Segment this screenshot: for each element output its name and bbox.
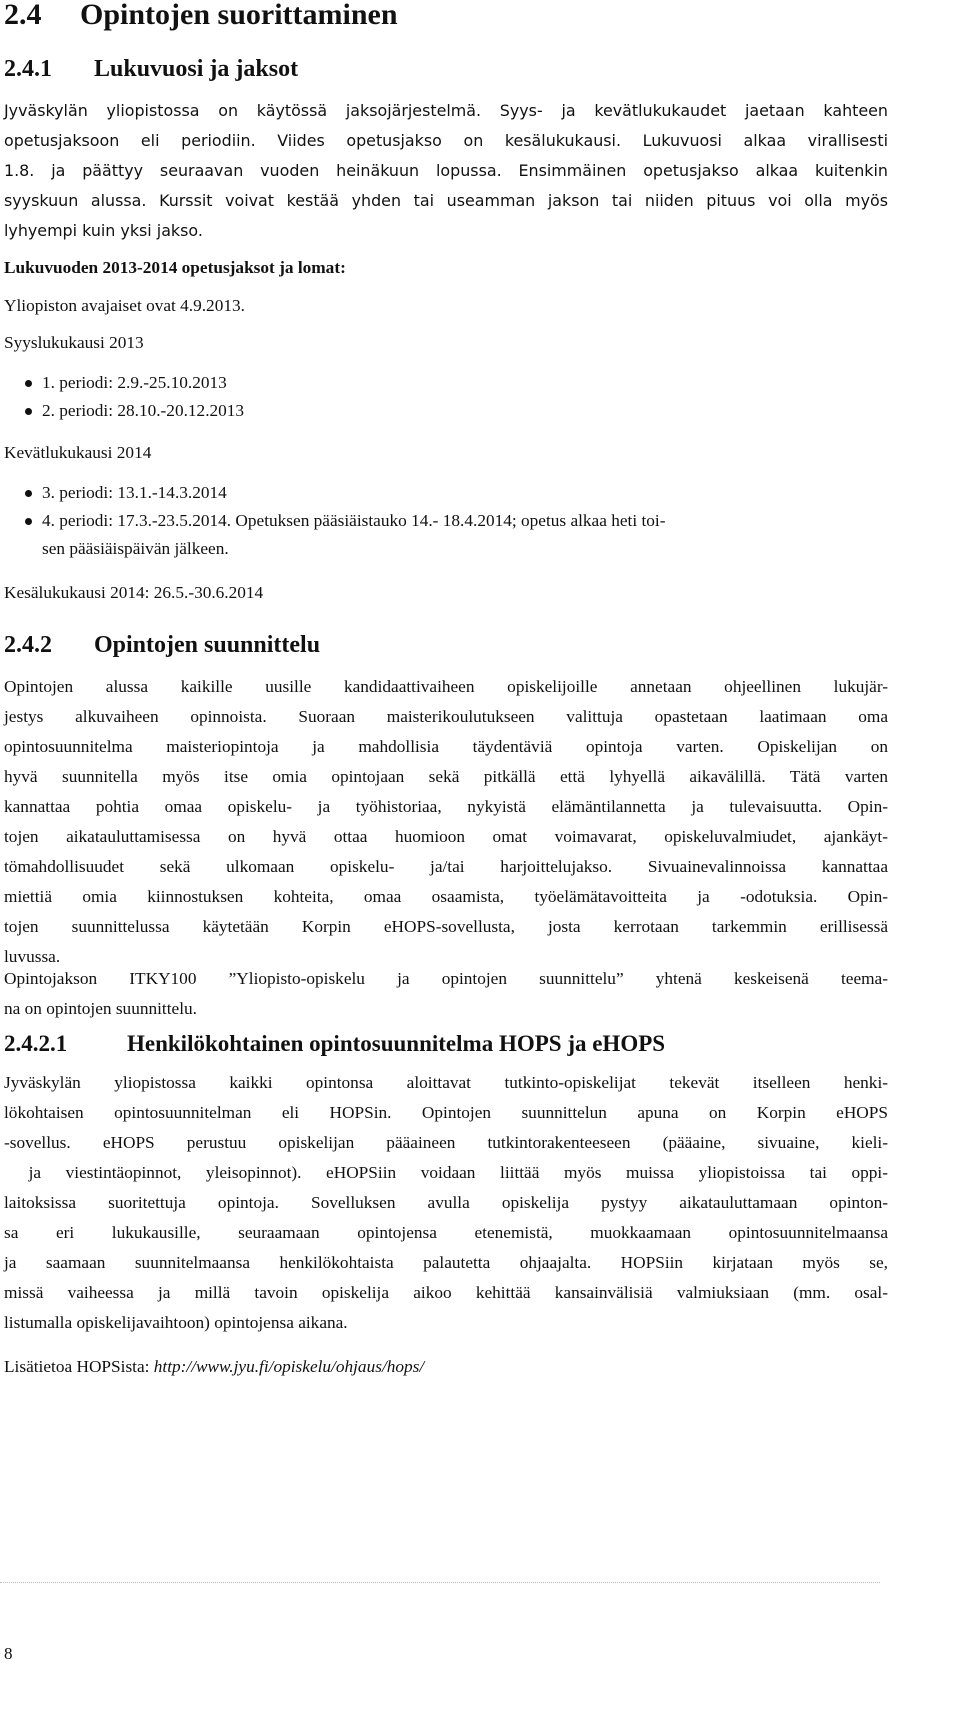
paragraph-line: Opintojen alussa kaikille uusille kandidaattivaiheen opiskelijoille annetaan ohjeellinen lukujär- xyxy=(4,677,888,696)
list-item-continuation: sen pääsiäispäivän jälkeen. xyxy=(42,539,229,558)
paragraph-line: -sovellus. eHOPS perustuu opiskelijan pääaineen tutkintorakenteeseen (pääaine, sivuaine, kieli- xyxy=(4,1133,888,1152)
spring-period-list xyxy=(4,479,888,563)
hops-paragraph xyxy=(4,1068,888,1338)
subsection-heading-lukuvuosi xyxy=(4,56,298,82)
more-info-label: Lisätietoa HOPSista: xyxy=(4,1357,154,1376)
schedule-heading: Lukuvuoden 2013-2014 opetusjaksot ja lomat: xyxy=(4,258,346,277)
paragraph-line: missä vaiheessa ja millä tavoin opiskelija aikoo kehittää kansainvälisiä valmiuksiaan (mm. osal- xyxy=(4,1283,888,1302)
paragraph-line: tojen suunnittelussa käytetään Korpin eHOPS-sovellusta, josta kerrotaan tarkemmin erillisessä xyxy=(4,917,888,936)
subsubsection-heading-hops xyxy=(4,1031,665,1057)
paragraph-line: laitoksissa suoritettuja opintoja. Sovelluksen avulla opiskelija pystyy aikatauluttamaan opinton- xyxy=(4,1193,888,1212)
paragraph-line: sa eri lukukausille, seuraamaan opintojensa etenemistä, muokkaamaan opintosuunnitelmaansa xyxy=(4,1223,888,1242)
paragraph-line: Jyväskylän yliopistossa kaikki opintonsa aloittavat tutkinto-opiskelijat tekevät itselleen henki- xyxy=(4,1073,888,1092)
subsection-number: 2.4.1 xyxy=(4,56,52,82)
subsection-heading-suunnittelu xyxy=(4,632,320,658)
spring-semester-label: Kevätlukukausi 2014 xyxy=(4,443,152,462)
list-item: 4. periodi: 17.3.-23.5.2014. Opetuksen pääsiäistauko 14.- 18.4.2014; opetus alkaa heti toi- xyxy=(4,507,888,535)
list-item: 2. periodi: 28.10.-20.12.2013 xyxy=(4,397,888,425)
paragraph-line: lyhyempi kuin yksi jakso. xyxy=(4,221,203,240)
paragraph-line: syyskuun alussa. Kurssit voivat kestää yhden tai useamman jakson tai niiden pituus voi olla myös xyxy=(4,191,888,210)
autumn-period-list xyxy=(4,369,888,425)
more-info-line xyxy=(4,1355,424,1379)
bullet-icon xyxy=(25,490,32,497)
subsection-title: Opintojen suunnittelu xyxy=(94,632,321,658)
paragraph-line: ja saamaan suunnitelmaansa henkilökohtaista palautetta ohjaajalta. HOPSiin kirjataan myös se, xyxy=(4,1253,888,1272)
section-title: Opintojen suorittaminen xyxy=(80,0,398,31)
paragraph-line: miettiä omia kiinnostuksen kohteita, omaa osaamista, työelämätavoitteita ja -odotuksia. Opin- xyxy=(4,887,888,906)
paragraph-line: na on opintojen suunnittelu. xyxy=(4,999,197,1018)
section-number: 2.4 xyxy=(4,0,42,31)
bullet-icon xyxy=(25,380,32,387)
subsubsection-number: 2.4.2.1 xyxy=(4,1031,68,1056)
list-item: 1. periodi: 2.9.-25.10.2013 xyxy=(4,369,888,397)
subsection-number: 2.4.2 xyxy=(4,632,52,658)
paragraph-line: 1.8. ja päättyy seuraavan vuoden heinäkuun lopussa. Ensimmäinen opetusjakso alkaa kuitenkin xyxy=(4,161,888,180)
paragraph-line: opintosuunnitelma maisteriopintoja ja mahdollisia täydentäviä opintoja varten. Opiskelijan on xyxy=(4,737,888,756)
paragraph-line: luvussa. xyxy=(4,947,61,966)
bullet-icon xyxy=(25,518,32,525)
paragraph-line: Jyväskylän yliopistossa on käytössä jaksojärjestelmä. Syys- ja kevätlukukaudet jaetaan kahteen xyxy=(4,101,888,120)
paragraph-line: tömahdollisuudet sekä ulkomaan opiskelu- ja/tai harjoittelujakso. Sivuainevalinnoissa kannattaa xyxy=(4,857,888,876)
bullet-icon xyxy=(25,408,32,415)
paragraph-line: hyvä suunnitella myös itse omia opintojaan sekä pitkällä että lyhyellä aikavälillä. Tätä varten xyxy=(4,767,888,786)
section-heading xyxy=(4,0,398,30)
paragraph-line: tojen aikatauluttamisessa on hyvä ottaa huomioon omat voimavarat, opiskeluvalmiudet, ajankäyt- xyxy=(4,827,888,846)
paragraph-line: Opintojakson ITKY100 ”Yliopisto-opiskelu ja opintojen suunnittelu” yhtenä keskeisenä teema- xyxy=(4,969,888,988)
subsection-title: Lukuvuosi ja jaksot xyxy=(94,56,299,82)
list-item: 3. periodi: 13.1.-14.3.2014 xyxy=(4,479,888,507)
itky-paragraph xyxy=(4,964,888,1024)
hops-url-link[interactable]: http://www.jyu.fi/opiskelu/ohjaus/hops/ xyxy=(153,1357,425,1376)
autumn-semester-label: Syyslukukausi 2013 xyxy=(4,333,144,352)
subsubsection-title: Henkilökohtainen opintosuunnitelma HOPS ja eHOPS xyxy=(127,1031,666,1056)
paragraph-line: jestys alkuvaiheen opinnoista. Suoraan maisterikoulutukseen valittuja opastetaan laatimaan oma xyxy=(4,707,888,726)
planning-paragraph xyxy=(4,672,888,972)
intro-paragraph xyxy=(4,96,888,246)
page-number: 8 xyxy=(4,1644,13,1663)
paragraph-line: opetusjaksoon eli periodiin. Viides opetusjakso on kesälukukausi. Lukuvuosi alkaa virallisesti xyxy=(4,131,888,150)
paragraph-line: kannattaa pohtia omaa opiskelu- ja työhistoriaa, nykyistä elämäntilannetta ja tulevaisuutta. Opin- xyxy=(4,797,888,816)
paragraph-line: ja viestintäopinnot, yleisopinnot). eHOPSiin voidaan liittää myös muissa yliopistoissa tai oppi- xyxy=(4,1163,888,1182)
paragraph-line: lökohtaisen opintosuunnitelman eli HOPSin. Opintojen suunnittelun apuna on Korpin eHOPS xyxy=(4,1103,888,1122)
summer-semester-text: Kesälukukausi 2014: 26.5.-30.6.2014 xyxy=(4,583,264,602)
footer-divider xyxy=(0,1582,880,1583)
opening-ceremony-text: Yliopiston avajaiset ovat 4.9.2013. xyxy=(4,296,245,315)
paragraph-line: listumalla opiskelijavaihtoon) opintojensa aikana. xyxy=(4,1313,348,1332)
